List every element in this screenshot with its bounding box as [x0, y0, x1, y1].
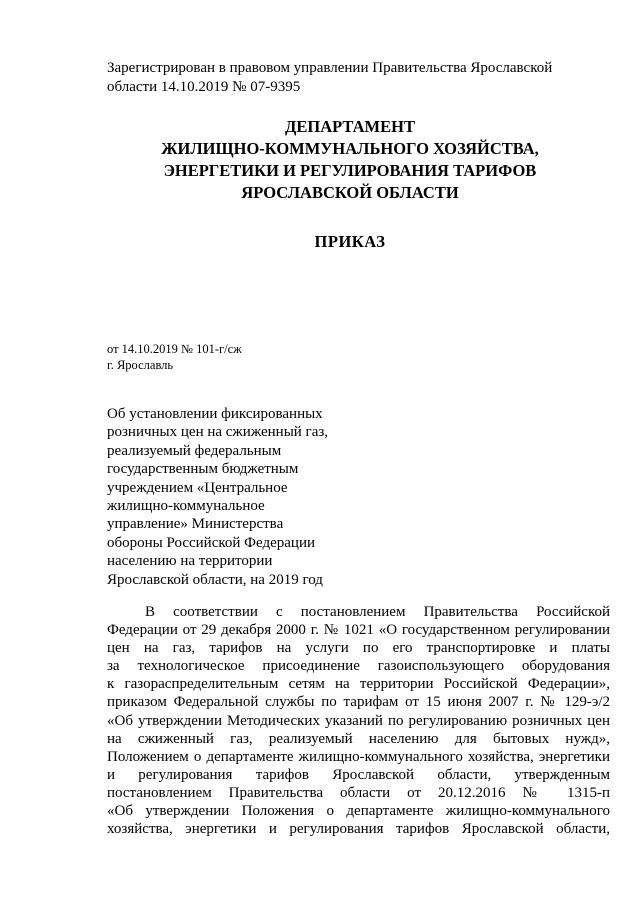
department-line-4: ЯРОСЛАВСКОЙ ОБЛАСТИ — [241, 183, 459, 202]
body-line: Федерации от 29 декабря 2000 г. № 1021 «О государственном регулировании — [107, 622, 610, 639]
body-line: за технологическое присоединение газоиспользующего оборудования — [107, 658, 610, 675]
department-header — [70, 116, 630, 204]
subject-line: обороны Российской Федерации — [107, 534, 316, 551]
body-line: «Об утверждении Положения о департаменте жилищно-коммунального — [107, 803, 610, 820]
body-line: В соответствии с постановлением Правительства Российской — [145, 604, 610, 620]
department-line-1: ДЕПАРТАМЕНТ — [285, 117, 415, 136]
order-body — [107, 603, 610, 838]
department-line-2: ЖИЛИЩНО-КОММУНАЛЬНОГО ХОЗЯЙСТВА, — [161, 139, 539, 158]
registration-line-1: Зарегистрирован в правовом управлении Правительства Ярославской — [107, 60, 553, 76]
department-line-3: ЭНЕРГЕТИКИ И РЕГУЛИРОВАНИЯ ТАРИФОВ — [163, 161, 537, 180]
registration-line-2: области 14.10.2019 № 07-9395 — [107, 79, 301, 95]
subject-line: государственным бюджетным — [107, 461, 299, 478]
body-line: цен на газ, тарифов на услуги по его транспортировке и платы — [107, 640, 610, 657]
subject-line: розничных цен на сжиженный газ, — [107, 424, 329, 441]
order-meta — [107, 341, 242, 373]
order-city: г. Ярославль — [107, 358, 174, 372]
order-subject — [107, 405, 347, 589]
body-line: постановлением Правительства области от 20.12.2016 № 1315-п — [107, 784, 610, 801]
body-line: Положением о департаменте жилищно-коммунального хозяйства, энергетики — [107, 748, 610, 765]
subject-line: населению на территории — [107, 553, 273, 570]
order-title: ПРИКАЗ — [314, 232, 386, 251]
registration-note — [107, 59, 577, 97]
body-line: «Об утверждении Методических указаний по регулированию розничных цен — [107, 712, 610, 729]
subject-line: учреждением «Центральное — [107, 479, 288, 496]
body-line: на сжиженный газ, реализуемый населению для бытовых нужд», — [107, 730, 610, 747]
subject-line: жилищно-коммунальное — [107, 498, 265, 515]
subject-line: Ярославской области, на 2019 год — [107, 571, 323, 588]
subject-line: Об установлении фиксированных — [107, 406, 323, 422]
body-line: хозяйства, энергетики и регулирования тарифов Ярославской области, — [107, 821, 610, 838]
body-line: и регулирования тарифов Ярославской области, утвержденным — [107, 766, 610, 783]
body-line: к газораспределительным сетям на территории Российской Федерации», — [107, 676, 610, 693]
subject-line: реализуемый федеральным — [107, 442, 282, 459]
subject-line: управление» Министерства — [107, 516, 284, 533]
body-line: приказом Федеральной службы по тарифам от 15 июня 2007 г. № 129-э/2 — [107, 694, 610, 711]
order-date-number: от 14.10.2019 № 101-г/сж — [107, 342, 242, 356]
